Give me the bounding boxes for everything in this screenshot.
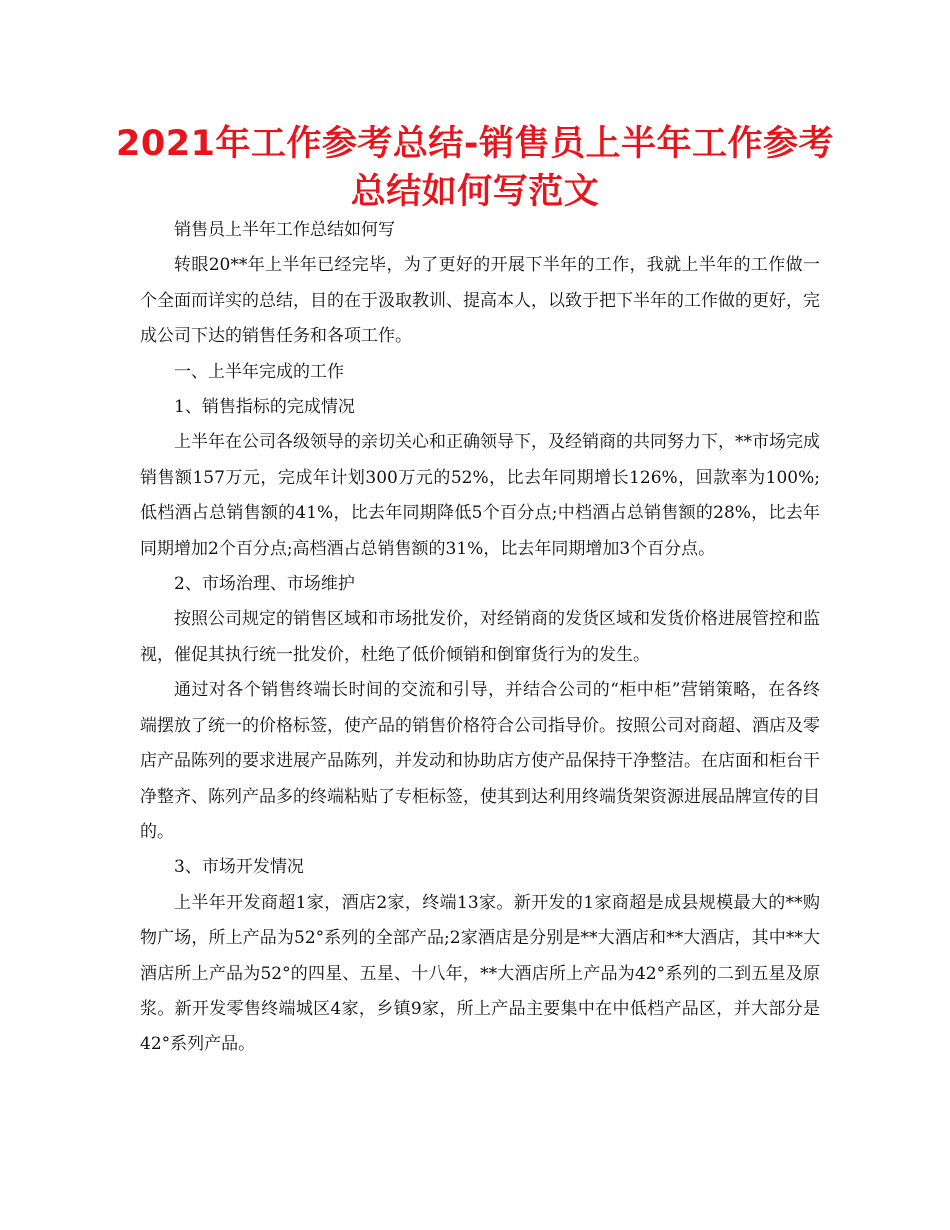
body-paragraph: 按照公司规定的销售区域和市场批发价，对经销商的发货区域和发货价格进展管控和监视，催促其执行统一批发价，杜绝了低价倾销和倒窜货行为的发生。 (140, 609, 820, 665)
body-paragraph: 上半年在公司各级领导的亲切关心和正确领导下，及经销商的共同努力下，**市场完成销售额157万元，完成年计划300万元的52%，比去年同期增长126%，回款率为100%;低档酒占总销售额的41%，比去年同期降低5个百分点;中档酒占总销售额的28%，比去年同期增加2个百分点;高档酒占总销售额的31%，比去年同期增加3个百分点。 (140, 432, 820, 559)
section-heading: 一、上半年完成的工作 (174, 361, 344, 382)
subtitle-paragraph: 销售员上半年工作总结如何写 (174, 220, 395, 240)
subsection-heading: 3、市场开发情况 (174, 857, 304, 878)
document-body (140, 213, 820, 1063)
body-paragraph: 上半年开发商超1家，酒店2家，终端13家。新开发的1家商超是成县规模最大的**购物广场，所上产品为52°系列的全部产品;2家酒店是分别是**大酒店和**大酒店，其中**大酒店所上产品为52°的四星、五星、十八年，**大酒店所上产品为42°系列的二到五星及原浆。新开发零售终端城区4家，乡镇9家，所上产品主要集中在中低档产品区，并大部分是42°系列产品。 (140, 892, 820, 1055)
document-title: 2021年工作参考总结-销售员上半年工作参考总结如何写范文 (116, 124, 834, 212)
subsection-heading: 1、销售指标的完成情况 (174, 397, 355, 418)
intro-paragraph: 转眼20**年上半年已经完毕，为了更好的开展下半年的工作，我就上半年的工作做一个全面而详实的总结，目的在于汲取教训、提高本人，以致于把下半年的工作做的更好，完成公司下达的销售任务和各项工作。 (140, 255, 820, 347)
body-paragraph: 通过对各个销售终端长时间的交流和引导，并结合公司的“柜中柜”营销策略，在各终端摆放了统一的价格标签，使产品的销售价格符合公司指导价。按照公司对商超、酒店及零店产品陈列的要求进展产品陈列，并发动和协助店方使产品保持干净整洁。在店面和柜台干净整齐、陈列产品多的终端粘贴了专柜标签，使其到达利用终端货架资源进展品牌宣传的目的。 (140, 680, 820, 842)
subsection-heading: 2、市场治理、市场维护 (174, 574, 355, 595)
